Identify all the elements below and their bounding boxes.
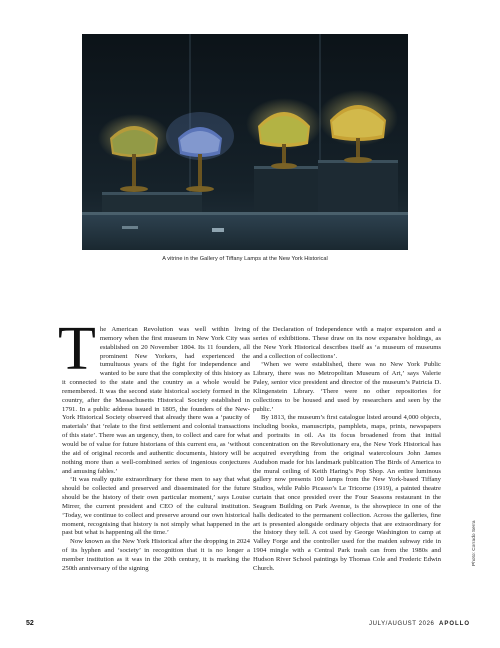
magazine-name: APOLLO	[439, 621, 470, 627]
paragraph: Now known as the New York Historical after the dropping in 2024 of its hyphen and ‘society’ in recognition that it is no longer a member institution as it was in the 20th century, it is marking the 250th anniversary of the signing	[62, 538, 250, 572]
paragraph: By 1813, the museum’s first catalogue listed around 4,000 objects, including books, manuscripts, pamphlets, maps, prints, newspapers and portraits in oil. As its focus broadened from that initial concentration on the Revolutionary era, the New York Historical has acquired everything from the original watercolours John James Audubon made for his landmark publication The Birds of America to the mural ceiling of Keith Haring’s Pop Shop. An entire luminous gallery now presents 100 lamps from the New York-based Tiffany Studios, while Pablo Picasso’s Le Tricorne (1919), a painted theatre curtain that once presided over the Four Seasons restaurant in the Seagram Building on Park Avenue, is the showpiece in one of the halls dedicated to the permanent collection. Across the galleries, fine art is presented alongside ordinary objects that are extraordinary for the history they tell. A cot used by George Washington to camp at Valley Forge and the controller used for the maiden subway ride in 1904 mingle with a Central Park trash can from the 1980s and Hudson River School paintings by Thomas Cole and Frederic Edwin Church.	[253, 414, 441, 572]
running-footer	[369, 621, 470, 627]
paragraph: ‘It was really quite extraordinary for these men to say that what should be collected and preserved and disseminated for the future should be the history of their own particular moment,’ says Louise Mirrer, the current president and CEO of the cultural institution. ‘Today, we continue to collect and preserve around our own historical moment, recognising that history is not simply what happened in the past but what is happening all the time.’	[62, 476, 250, 537]
drop-cap: T	[58, 315, 96, 383]
gallery-photo	[82, 34, 408, 250]
tiffany-lamps-image	[82, 34, 408, 250]
paragraph: The American Revolution was well within living memory when the first museum in New York City was established on 20 November 1804. Its 11 founders, all prominent New Yorkers, had experienced the tumultuous years of the fight for independence and wanted to be sure that the complexity of this history as it connected to the state and the country as a whole would be remembered. It was the second state historical society formed in the country, after the Massachusetts Historical Society established in 1791. In a public address issued in 1805, the founders of the New-York Historical Society observed that already there was a ‘paucity of materials’ that ‘relate to the first settlement and colonial transactions of this state’. There was an urgency, then, to collect and care for what would be of value for future historians of this current era, as ‘without the aid of original records and authentic documents, history will be nothing more than a well-combined series of ingenious conjectures and amusing fables.’	[58, 315, 250, 475]
photo-credit: Photo: Corrado Serra	[472, 520, 477, 566]
paragraph: ‘When we were established, there was no New York Public Library, there was no Metropolitan Museum of Art,’ says Valerie Paley, senior vice president and director of the museum’s Patricia D. Klingenstein Library. ‘There were no other repositories for collections to be housed and used by researchers and seen by the public.’	[253, 361, 441, 413]
figure-caption: A vitrine in the Gallery of Tiffany Lamps at the New York Historical	[162, 256, 328, 262]
paragraph: of the Declaration of Independence with a major expansion and a series of exhibitions. These draw on its now expansive holdings, as the New York Historical describes itself as ‘a museum of museums and a collection of collections’.	[253, 326, 441, 360]
article-column-right	[253, 326, 441, 574]
issue-date: JULY/AUGUST 2026	[369, 621, 435, 627]
article-column-left	[58, 315, 250, 574]
page-number: 52	[26, 620, 34, 627]
